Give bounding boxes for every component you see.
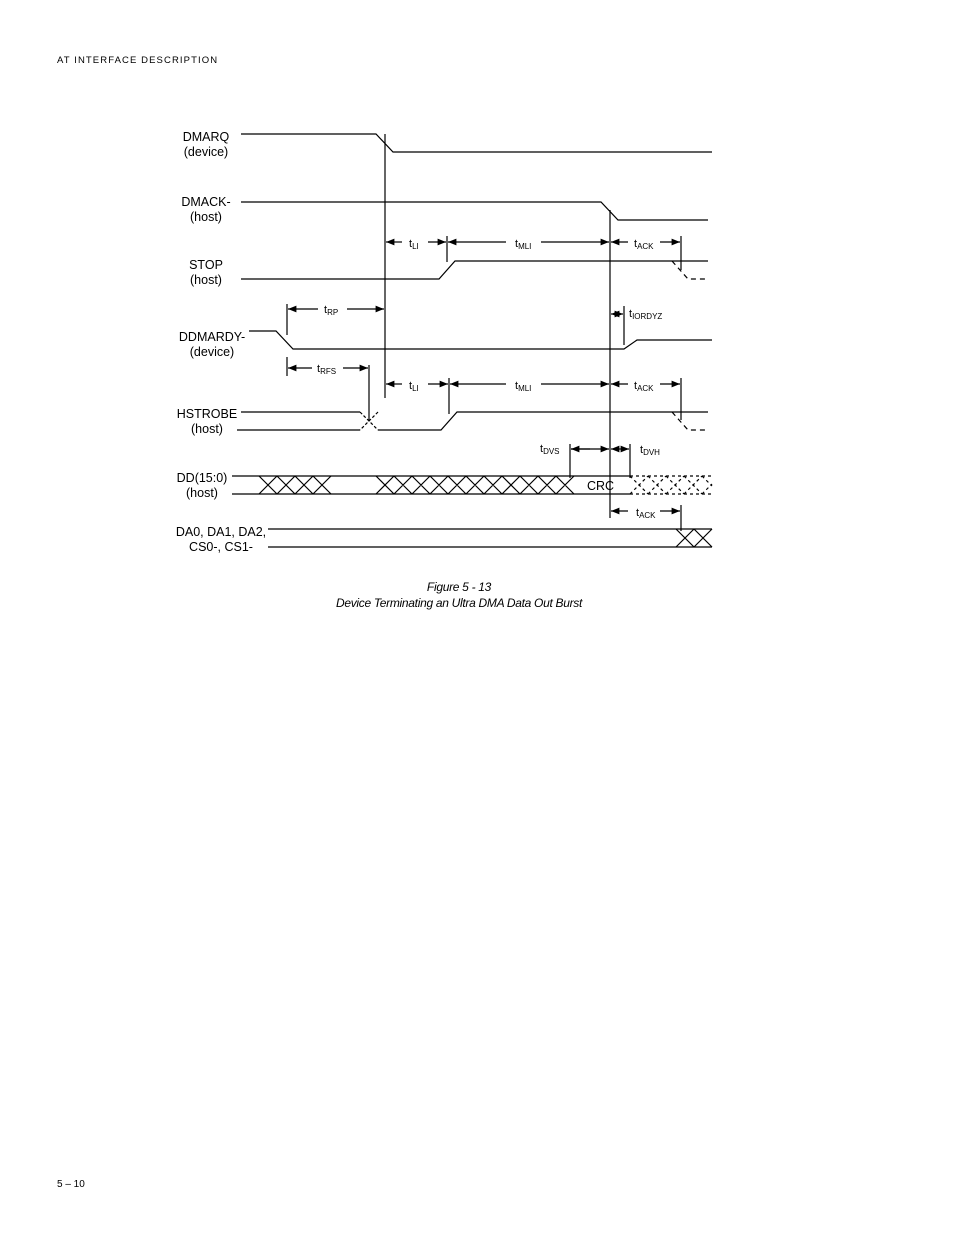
label-dd-sub: (host) <box>186 486 218 500</box>
waveform-dmack <box>241 202 708 220</box>
label-ddmardy-sub: (device) <box>189 345 235 359</box>
timing-label-trp: tRP <box>324 304 339 317</box>
figure-caption <box>300 579 618 611</box>
label-stop: STOP <box>189 258 223 272</box>
label-stop-sub: (host) <box>190 273 222 287</box>
timing-label-tack: tACK <box>634 238 654 251</box>
timing-label-tmli: tMLI <box>515 238 532 251</box>
waveform-hstrobe-main <box>378 412 708 430</box>
label-hstrobe: HSTROBE <box>176 407 238 421</box>
timing-label-tack-2: tACK <box>634 380 654 393</box>
bus-dd-dashed-tail <box>630 476 712 494</box>
label-dmack: DMACK- <box>181 195 231 209</box>
label-ddmardy: DDMARDY- <box>178 330 246 344</box>
timing-label-tack-3: tACK <box>636 507 656 520</box>
bus-da-cross <box>676 529 712 547</box>
label-dd: DD(15:0) <box>176 471 228 485</box>
bus-dd-cross-group-2 <box>376 476 574 494</box>
label-crc: CRC <box>587 479 615 493</box>
bus-dd-cross-group-1 <box>259 476 331 494</box>
waveform-stop <box>241 261 708 279</box>
waveform-hstrobe-cross <box>360 412 369 430</box>
waveform-stop-dashed <box>672 261 708 279</box>
figure-number: Figure 5 - 13 <box>426 580 492 594</box>
label-dmarq-sub: (device) <box>183 145 229 159</box>
page-header: AT INTERFACE DESCRIPTION <box>57 55 219 66</box>
figure-title: Device Terminating an Ultra DMA Data Out Burst <box>335 596 583 610</box>
timing-label-tli: tLI <box>409 238 419 251</box>
timing-label-tdvh: tDVH <box>640 444 660 457</box>
waveform-ddmardy <box>249 331 712 349</box>
waveform-hstrobe-cross2 <box>369 412 378 430</box>
timing-label-trfs: tRFS <box>317 363 337 376</box>
timing-label-tmli-2: tMLI <box>515 380 532 393</box>
page-number: 5 – 10 <box>57 1179 85 1190</box>
waveform-hstrobe-dashed <box>672 412 708 430</box>
label-hstrobe-sub: (host) <box>191 422 223 436</box>
timing-label-tdvs: tDVS <box>540 443 560 456</box>
timing-label-tli-2: tLI <box>409 380 419 393</box>
label-dmack-sub: (host) <box>190 210 222 224</box>
timing-label-tiordyz: tIORDYZ <box>629 308 663 321</box>
label-da: DA0, DA1, DA2, <box>175 525 267 539</box>
label-da-sub: CS0-, CS1- <box>189 540 253 554</box>
waveform-dmarq <box>241 134 712 152</box>
label-dmarq: DMARQ <box>182 130 230 144</box>
